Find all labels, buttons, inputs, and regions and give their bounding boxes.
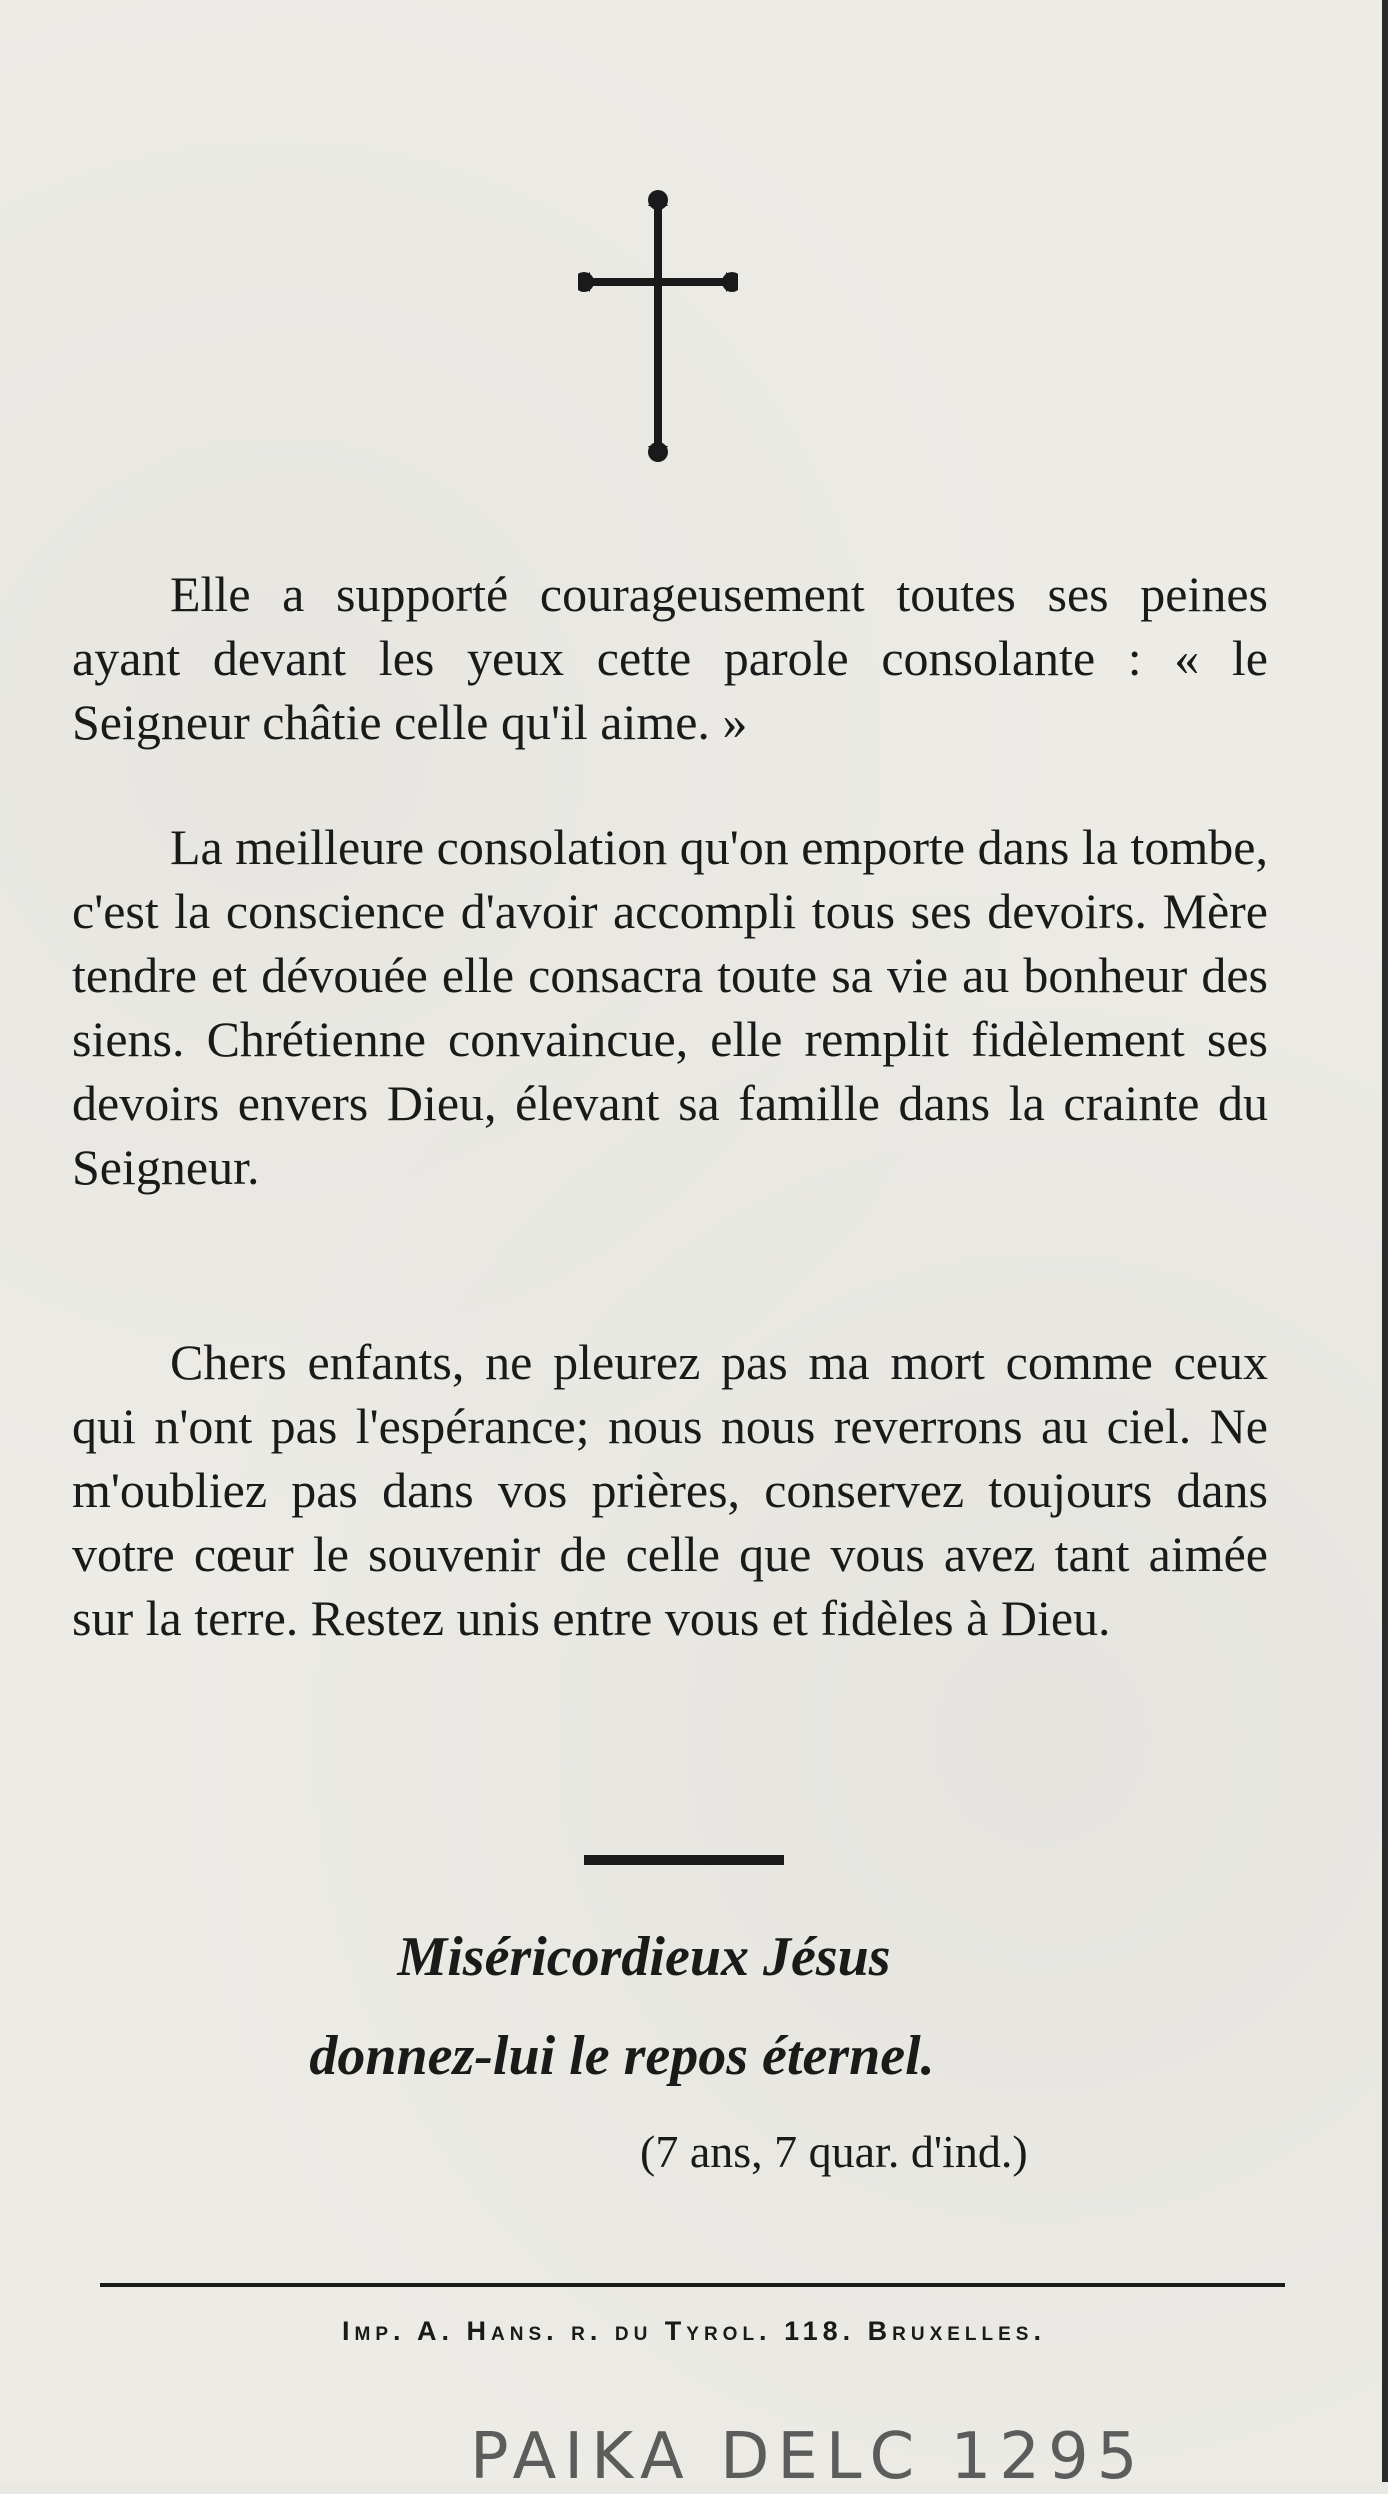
cross-icon	[578, 186, 738, 466]
separator-long	[100, 2283, 1285, 2287]
prayer-line-2: donnez-lui le repos éternel.	[309, 2025, 935, 2087]
indulgence-note: (7 ans, 7 quar. d'ind.)	[640, 2126, 1028, 2177]
handwritten-archive-note: PAIKA DELC 1295	[470, 2420, 1146, 2494]
separator-short	[584, 1855, 784, 1865]
printer-credit: Imp. A. Hans. r. du Tyrol. 118. Bruxelles.	[342, 2316, 1046, 2346]
prayer-line-1: Miséricordieux Jésus	[397, 1926, 891, 1988]
card-edge	[1382, 0, 1388, 2482]
paragraph-children-text: Chers enfants, ne pleurez pas ma mort comme ceux qui n'ont pas l'espérance; nous nous reverrons au ciel. Ne m'oubliez pas dans vos prières, conservez toujours dans votre cœur le souvenir de celle que vous avez tant aimée sur la terre. Restez unis entre vous et fidèles à Dieu.	[72, 1334, 1268, 1646]
paragraph-courage	[72, 562, 1268, 754]
paragraph-consolation-text: La meilleure consolation qu'on emporte dans la tombe, c'est la conscience d'avoir accompli tous ses devoirs. Mère tendre et dévouée elle consacra toute sa vie au bonheur des siens. Chrétienne convaincue, elle remplit fidèlement ses devoirs envers Dieu, élevant sa famille dans la crainte du Seigneur.	[72, 819, 1268, 1195]
paragraph-consolation	[72, 815, 1268, 1199]
paragraph-courage-text: Elle a supporté courageusement toutes ses peines ayant devant les yeux cette parole consolante : « le Seigneur châtie celle qu'il aime. »	[72, 566, 1268, 750]
paragraph-children	[72, 1330, 1268, 1650]
